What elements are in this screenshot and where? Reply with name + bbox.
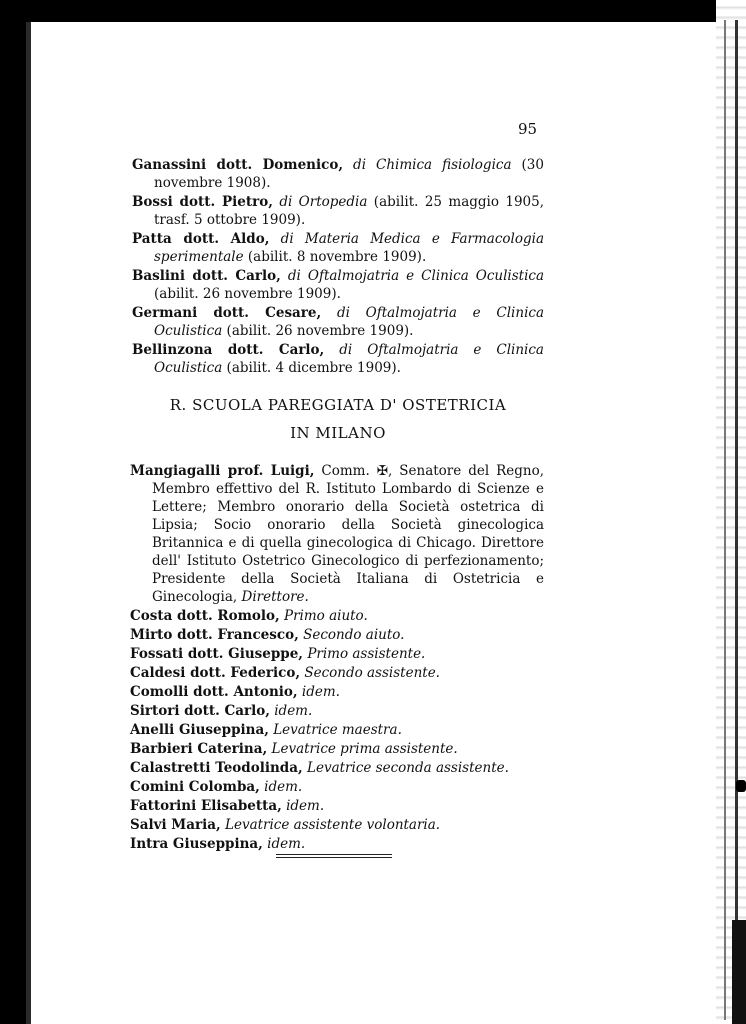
scan-left-shadow <box>26 22 31 1024</box>
director-entry: Mangiagalli prof. Luigi, Comm. ✠, Senatore del Regno, Membro effettivo del R. Istituto Lombardo di Scienze e Lettere; Membro onorario della Società ostetrica di Lipsia; Socio onorario della Società ginecologica Britannica e di quella ginecologica di Chicago. Direttore dell' Istituto Ostetrico Ginecologico di perfezionamento; Presidente della Società Italiana di Ostetricia e Ginecologia, Direttore. <box>130 463 545 605</box>
list-item: Fossati dott. Giuseppe, Primo assistente. <box>130 646 426 662</box>
list-item: Germani dott. Cesare, di Oftalmojatria e Clinica Oculistica (abilit. 26 novembre 1909). <box>132 305 544 339</box>
list-item: Mirto dott. Francesco, Secondo aiuto. <box>130 627 405 643</box>
list-item: Costa dott. Romolo, Primo aiuto. <box>130 608 368 624</box>
scan-top-border <box>0 0 746 22</box>
list-item: Calastretti Teodolinda, Levatrice seconda assistente. <box>130 760 509 776</box>
scan-right-line-inner <box>724 20 726 1020</box>
list-item: Bellinzona dott. Carlo, di Oftalmojatria e Clinica Oculistica (abilit. 4 dicembre 1909). <box>132 342 544 376</box>
list-item: Comini Colomba, idem. <box>130 779 303 795</box>
list-item: Comolli dott. Antonio, idem. <box>130 684 340 700</box>
scan-right-mark <box>736 780 746 792</box>
scan-right-bottom-shadow <box>732 920 746 1024</box>
list-item: Anelli Giuseppina, Levatrice maestra. <box>130 722 402 738</box>
closing-rule <box>276 854 392 855</box>
list-item: Barbieri Caterina, Levatrice prima assistente. <box>130 741 458 757</box>
scan-left-border <box>0 0 26 1024</box>
staff-list <box>130 462 544 853</box>
section-heading: R. SCUOLA PAREGGIATA D' OSTETRICIA <box>169 396 507 414</box>
list-item: Salvi Maria, Levatrice assistente volontaria. <box>130 817 441 833</box>
list-item: Bossi dott. Pietro, di Ortopedia (abilit. 25 maggio 1905, trasf. 5 ottobre 1909). <box>132 194 545 228</box>
list-item: Sirtori dott. Carlo, idem. <box>130 703 313 719</box>
list-item: Baslini dott. Carlo, di Oftalmojatria e Clinica Oculistica (abilit. 26 novembre 1909). <box>132 268 545 302</box>
scan-right-line <box>735 20 738 1020</box>
faculty-list <box>132 156 544 377</box>
list-item: Caldesi dott. Federico, Secondo assistente. <box>130 665 440 681</box>
page-number: 95 <box>518 120 538 138</box>
closing-rule-double <box>276 857 392 858</box>
scan-right-edge <box>716 0 746 1024</box>
list-item: Fattorini Elisabetta, idem. <box>130 798 325 814</box>
list-item: Ganassini dott. Domenico, di Chimica fisiologica (30 novembre 1908). <box>132 157 544 191</box>
section-subheading: IN MILANO <box>290 424 386 442</box>
list-item: Intra Giuseppina, idem. <box>130 836 306 852</box>
list-item: Patta dott. Aldo, di Materia Medica e Farmacologia sperimentale (abilit. 8 novembre 1909). <box>132 231 545 265</box>
